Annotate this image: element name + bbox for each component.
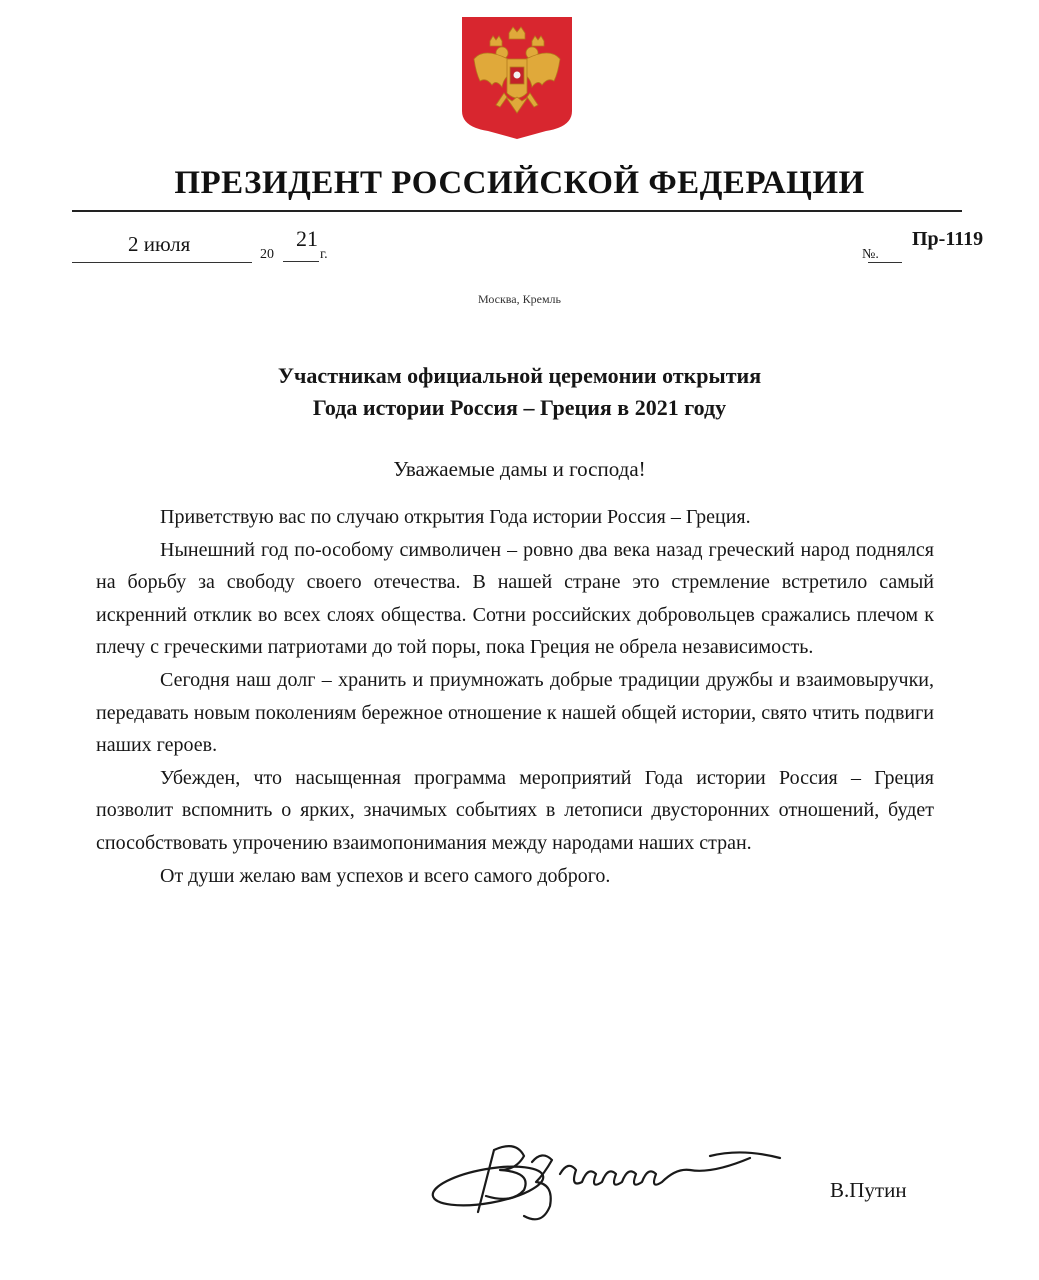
number-label: №.: [862, 247, 879, 262]
paragraph-5: От души желаю вам успехов и всего самого доброго.: [160, 864, 611, 887]
signer-name: В.Путин: [830, 1178, 907, 1202]
document-number: Пр-1119: [912, 228, 984, 250]
year-suffix: 21: [296, 226, 318, 251]
salutation: Уважаемые дамы и господа!: [393, 457, 646, 481]
place-of-issue: Москва, Кремль: [477, 292, 562, 306]
year-prefix: 20: [260, 247, 274, 262]
header-divider: [72, 210, 962, 212]
addressee-line-2: Года истории Россия – Греция в 2021 году: [312, 395, 727, 420]
letter-body: [96, 501, 934, 892]
addressee-line-1: Участникам официальной церемонии открытия: [277, 363, 762, 388]
coat-of-arms-icon: [460, 15, 574, 141]
year-abbr: г.: [320, 247, 328, 262]
date-day-month: 2 июля: [128, 232, 191, 256]
paragraph-1: Приветствую вас по случаю открытия Года истории Россия – Греция.: [160, 506, 751, 528]
year-underline: [283, 261, 319, 262]
page-title: ПРЕЗИДЕНТ РОССИЙСКОЙ ФЕДЕРАЦИИ: [174, 165, 865, 201]
addressee: [0, 360, 1039, 424]
signature-icon: [420, 1130, 790, 1230]
paragraph-4: Убежден, что насыщенная программа мероприятий Года истории Россия – Греция позволит вспомнить о ярких, значимых событиях в летописи двусторонних отношений, будет способствовать упрочению взаимопонимания между народами наших стран.: [96, 766, 934, 854]
paragraph-2: Нынешний год по-особому символичен – ровно два века назад греческий народ поднялся на борьбу за свободу своего отечества. В нашей стране это стремление встретило самый искренний отклик во всех слоях общества. Сотни российских добровольцев сражались плечом к плечу с греческими патриотами до той поры, пока Греция не обрела независимость.: [96, 538, 934, 659]
date-underline: [72, 262, 252, 263]
paragraph-3: Сегодня наш долг – хранить и приумножать добрые традиции дружбы и взаимовыручки, передавать новым поколениям бережное отношение к нашей общей истории, свято чтить подвиги наших героев.: [96, 668, 934, 757]
number-underline: [868, 262, 902, 263]
